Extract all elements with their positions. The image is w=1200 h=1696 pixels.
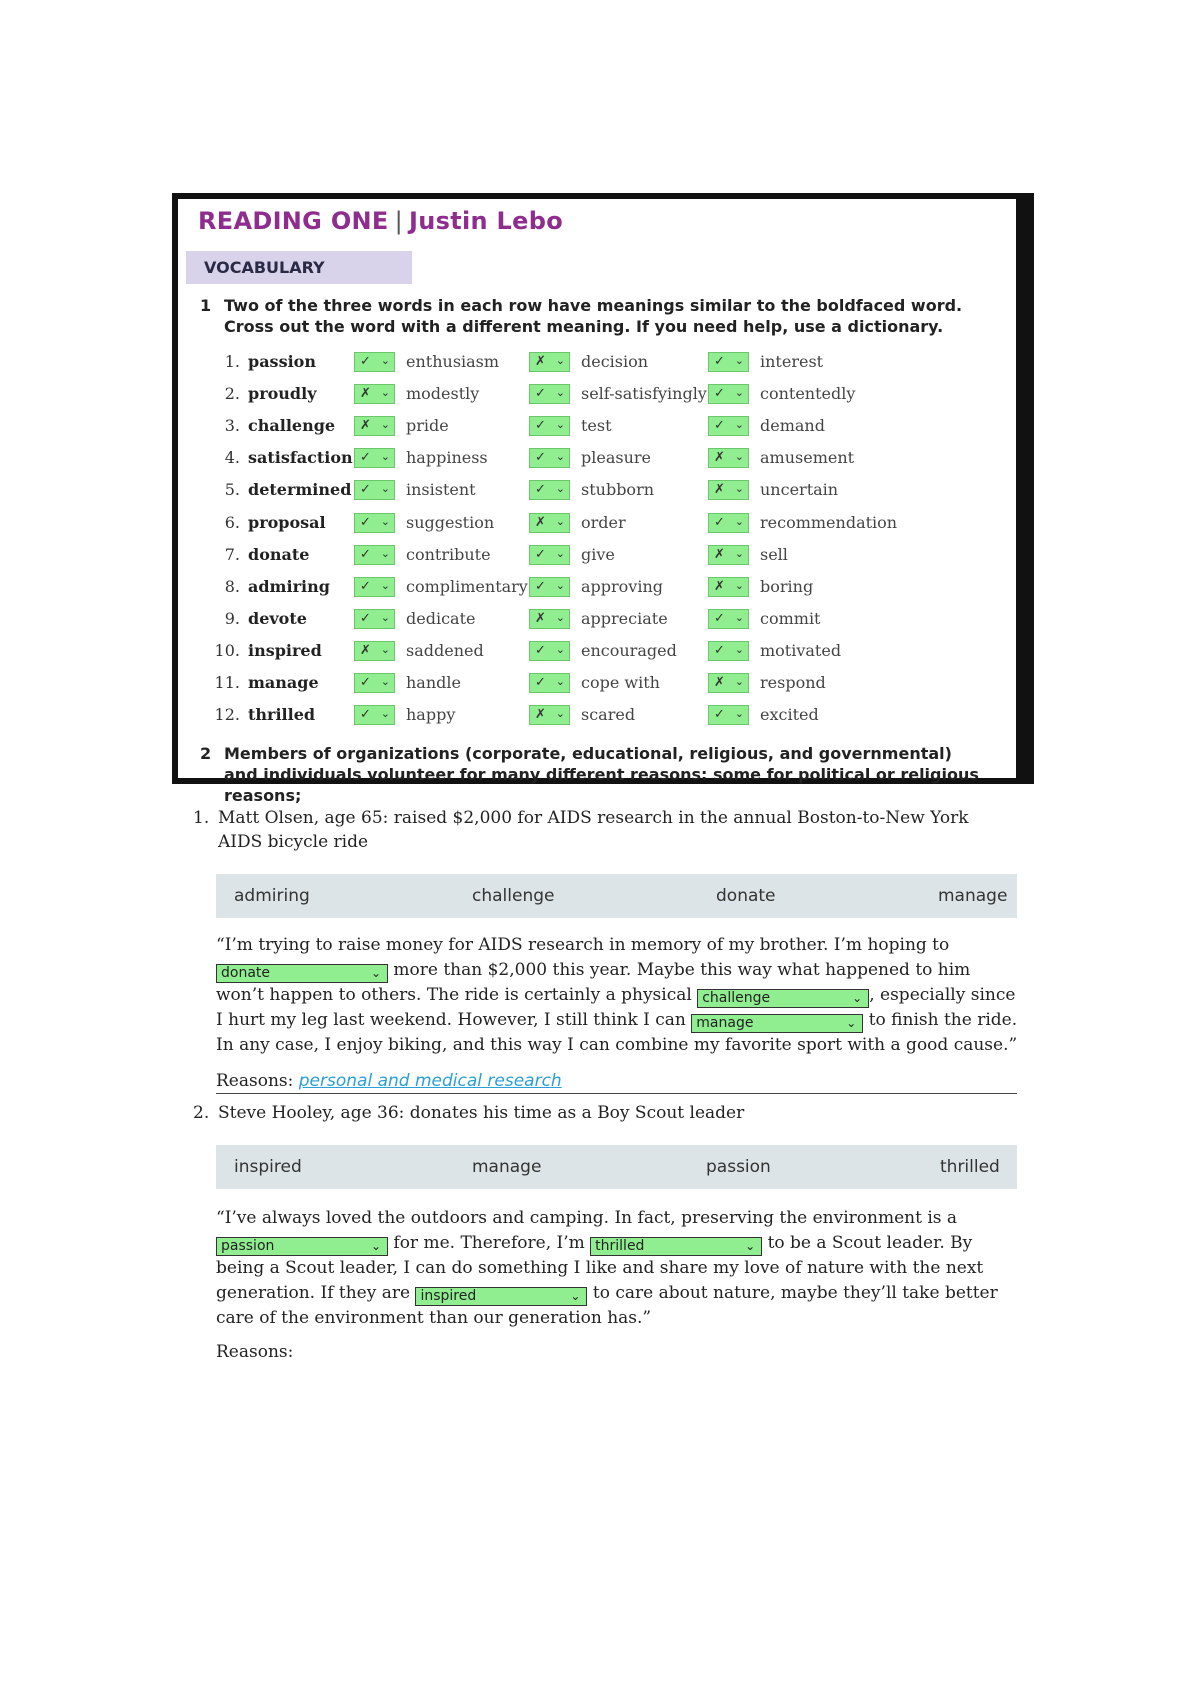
paragraph-text: for me. Therefore, I’m	[393, 1233, 585, 1253]
option-word: appreciate	[581, 609, 668, 628]
title-story: Justin Lebo	[409, 207, 563, 235]
mark-dropdown[interactable]	[708, 545, 749, 565]
row-number: 7.	[224, 545, 240, 564]
option-word: handle	[406, 673, 461, 692]
mark-dropdown[interactable]	[529, 448, 570, 468]
option-word: pride	[406, 416, 449, 435]
answer-dropdown[interactable]	[415, 1287, 587, 1306]
vocab-row	[178, 348, 1018, 376]
chevron-down-icon: ⌄	[734, 547, 744, 560]
chevron-down-icon: ⌄	[380, 450, 390, 463]
option-word: boring	[760, 577, 814, 596]
mark-dropdown[interactable]	[708, 641, 749, 661]
option-word: approving	[581, 577, 664, 596]
page-title: READING ONE | Justin Lebo	[198, 207, 563, 235]
chevron-down-icon: ⌄	[555, 547, 565, 560]
mark-dropdown[interactable]	[529, 352, 570, 372]
row-number: 5.	[224, 480, 240, 499]
chevron-down-icon: ⌄	[555, 707, 565, 720]
vocab-row	[178, 605, 1018, 633]
answer-dropdown[interactable]	[216, 1237, 388, 1256]
option-word: pleasure	[581, 448, 651, 467]
option-word: dedicate	[406, 609, 476, 628]
mark-value: ✓	[714, 418, 725, 433]
chevron-down-icon: ⌄	[734, 643, 744, 656]
chevron-down-icon: ⌄	[745, 1239, 756, 1253]
mark-value: ✓	[535, 675, 546, 690]
option-word: order	[581, 513, 626, 532]
row-number: 11.	[214, 673, 240, 692]
item-heading-text: Steve Hooley, age 36: donates his time as a Boy Scout leader	[218, 1103, 745, 1123]
mark-dropdown[interactable]	[708, 352, 749, 372]
chevron-down-icon: ⌄	[734, 354, 744, 367]
chevron-down-icon: ⌄	[555, 354, 565, 367]
chevron-down-icon: ⌄	[555, 482, 565, 495]
reasons-label: Reasons:	[216, 1071, 294, 1091]
chevron-down-icon: ⌄	[380, 515, 390, 528]
mark-dropdown[interactable]	[708, 673, 749, 693]
option-word: give	[581, 545, 615, 564]
mark-value: ✗	[535, 611, 546, 626]
bank-word: passion	[706, 1157, 771, 1177]
option-word: motivated	[760, 641, 842, 660]
target-word: challenge	[248, 416, 336, 435]
instruction-number: 2	[200, 744, 212, 763]
mark-dropdown[interactable]	[708, 513, 749, 533]
mark-dropdown[interactable]	[354, 705, 395, 725]
chevron-down-icon: ⌄	[852, 991, 863, 1005]
dropdown-value: manage	[696, 1015, 754, 1031]
vocab-row	[178, 573, 1018, 601]
mark-value: ✗	[360, 643, 371, 658]
mark-dropdown[interactable]	[354, 513, 395, 533]
mark-dropdown[interactable]	[354, 609, 395, 629]
mark-dropdown[interactable]	[529, 609, 570, 629]
paragraph-text: more than $2,000 this year. Maybe this way what happened to him won’t happen to others. The ride is certainly a physical	[216, 960, 971, 1005]
target-word: determined	[248, 480, 352, 499]
chevron-down-icon: ⌄	[734, 450, 744, 463]
chevron-down-icon: ⌄	[555, 450, 565, 463]
row-number: 12.	[214, 705, 240, 724]
paragraph-text: to care about nature, maybe they’ll take better care of the environment than our generation has.”	[216, 1283, 998, 1328]
target-word: thrilled	[248, 705, 316, 724]
mark-value: ✓	[360, 354, 371, 369]
mark-dropdown[interactable]	[354, 352, 395, 372]
paragraph-text: to be a Scout leader. By being a Scout leader, I can do something I like and share my love of nature with the next generation. If they are	[216, 1233, 984, 1303]
mark-dropdown[interactable]	[354, 641, 395, 661]
mark-dropdown[interactable]	[708, 705, 749, 725]
option-word: excited	[760, 705, 819, 724]
mark-dropdown[interactable]	[529, 384, 570, 404]
row-number: 6.	[224, 513, 240, 532]
instruction-text: Members of organizations (corporate, educational, religious, and governmental) and individuals volunteer for many different reasons: some for political or religious reasons;	[224, 744, 979, 805]
row-number: 1.	[224, 352, 240, 371]
mark-dropdown[interactable]	[708, 609, 749, 629]
mark-dropdown[interactable]	[354, 673, 395, 693]
mark-value: ✓	[714, 386, 725, 401]
chevron-down-icon: ⌄	[555, 386, 565, 399]
chevron-down-icon: ⌄	[370, 1239, 381, 1253]
mark-value: ✗	[714, 547, 725, 562]
chevron-down-icon: ⌄	[380, 386, 390, 399]
option-word: demand	[760, 416, 825, 435]
option-word: recommendation	[760, 513, 898, 532]
mark-dropdown[interactable]	[354, 448, 395, 468]
target-word: manage	[248, 673, 319, 692]
title-reading-one: READING ONE	[198, 207, 389, 235]
chevron-down-icon: ⌄	[734, 675, 744, 688]
answer-dropdown[interactable]	[216, 964, 388, 983]
chevron-down-icon: ⌄	[555, 611, 565, 624]
mark-value: ✓	[360, 450, 371, 465]
target-word: proposal	[248, 513, 326, 532]
bank-word: inspired	[234, 1157, 302, 1177]
vocab-row	[178, 412, 1018, 440]
mark-value: ✓	[535, 547, 546, 562]
item-number: 2.	[193, 1103, 210, 1123]
mark-value: ✓	[360, 611, 371, 626]
option-word: commit	[760, 609, 821, 628]
mark-dropdown[interactable]	[354, 480, 395, 500]
mark-value: ✗	[360, 386, 371, 401]
chevron-down-icon: ⌄	[380, 643, 390, 656]
section-label: VOCABULARY	[186, 251, 412, 284]
row-number: 8.	[224, 577, 240, 596]
option-word: contentedly	[760, 384, 856, 403]
chevron-down-icon: ⌄	[734, 386, 744, 399]
option-word: encouraged	[581, 641, 677, 660]
option-word: insistent	[406, 480, 476, 499]
dropdown-value: donate	[221, 965, 271, 981]
instruction-number: 1	[200, 296, 212, 315]
mark-value: ✗	[535, 707, 546, 722]
reasons-line-2	[216, 1340, 1017, 1362]
chevron-down-icon: ⌄	[734, 515, 744, 528]
option-word: saddened	[406, 641, 484, 660]
mark-value: ✓	[535, 579, 546, 594]
reasons-label: Reasons:	[216, 1342, 294, 1362]
paragraph-text: “I’ve always loved the outdoors and camping. In fact, preserving the environment is a	[216, 1208, 958, 1228]
mark-value: ✓	[360, 547, 371, 562]
option-word: interest	[760, 352, 824, 371]
mark-dropdown[interactable]	[529, 673, 570, 693]
target-word: satisfaction	[248, 448, 353, 467]
option-word: contribute	[406, 545, 491, 564]
mark-value: ✓	[360, 579, 371, 594]
chevron-down-icon: ⌄	[380, 579, 390, 592]
mark-value: ✗	[714, 675, 725, 690]
chevron-down-icon: ⌄	[555, 579, 565, 592]
chevron-down-icon: ⌄	[555, 643, 565, 656]
mark-dropdown[interactable]	[529, 416, 570, 436]
target-word: donate	[248, 545, 310, 564]
item-heading-text: Matt Olsen, age 65: raised $2,000 for AIDS research in the annual Boston-to-New York AIDS bicycle ride	[218, 808, 969, 852]
row-number: 3.	[224, 416, 240, 435]
option-word: modestly	[406, 384, 480, 403]
row-number: 10.	[214, 641, 240, 660]
item-number: 1.	[193, 808, 210, 828]
mark-dropdown[interactable]	[529, 513, 570, 533]
chevron-down-icon: ⌄	[846, 1016, 857, 1030]
row-number: 4.	[224, 448, 240, 467]
chevron-down-icon: ⌄	[734, 482, 744, 495]
chevron-down-icon: ⌄	[555, 418, 565, 431]
word-bank-1	[216, 874, 1017, 918]
mark-dropdown[interactable]	[529, 705, 570, 725]
chevron-down-icon: ⌄	[380, 611, 390, 624]
row-number: 9.	[224, 609, 240, 628]
chevron-down-icon: ⌄	[380, 675, 390, 688]
chevron-down-icon: ⌄	[734, 418, 744, 431]
dropdown-value: challenge	[702, 990, 771, 1006]
mark-value: ✓	[360, 515, 371, 530]
option-word: sell	[760, 545, 788, 564]
chevron-down-icon: ⌄	[555, 675, 565, 688]
chevron-down-icon: ⌄	[555, 515, 565, 528]
mark-value: ✓	[714, 611, 725, 626]
option-word: amusement	[760, 448, 855, 467]
dropdown-value: thrilled	[595, 1238, 645, 1254]
mark-value: ✓	[535, 418, 546, 433]
mark-value: ✓	[535, 643, 546, 658]
mark-dropdown[interactable]	[529, 641, 570, 661]
chevron-down-icon: ⌄	[734, 707, 744, 720]
chevron-down-icon: ⌄	[570, 1289, 581, 1303]
mark-value: ✗	[714, 579, 725, 594]
chevron-down-icon: ⌄	[380, 354, 390, 367]
row-number: 2.	[224, 384, 240, 403]
option-word: suggestion	[406, 513, 495, 532]
answer-dropdown[interactable]	[590, 1237, 762, 1256]
mark-dropdown[interactable]	[354, 384, 395, 404]
mark-dropdown[interactable]	[529, 545, 570, 565]
vocab-row	[178, 380, 1018, 408]
target-word: admiring	[248, 577, 330, 596]
option-word: enthusiasm	[406, 352, 500, 371]
vocab-row	[178, 637, 1018, 665]
target-word: inspired	[248, 641, 322, 660]
mark-value: ✓	[714, 354, 725, 369]
chevron-down-icon: ⌄	[370, 966, 381, 980]
mark-value: ✓	[535, 386, 546, 401]
mark-dropdown[interactable]	[708, 384, 749, 404]
target-word: proudly	[248, 384, 317, 403]
vocab-row	[178, 444, 1018, 472]
dropdown-value: passion	[221, 1238, 275, 1254]
mark-value: ✗	[535, 354, 546, 369]
mark-value: ✓	[535, 482, 546, 497]
option-word: happiness	[406, 448, 488, 467]
option-word: complimentary	[406, 577, 528, 596]
option-word: uncertain	[760, 480, 839, 499]
mark-dropdown[interactable]	[708, 416, 749, 436]
dropdown-value: inspired	[420, 1288, 477, 1304]
vocab-row	[178, 669, 1018, 697]
item-1-paragraph	[216, 933, 1021, 1058]
mark-value: ✓	[714, 707, 725, 722]
paragraph-text: , especially since I hurt my leg last weekend. However, I still think I can	[216, 985, 1016, 1030]
mark-value: ✓	[714, 643, 725, 658]
mark-value: ✗	[360, 418, 371, 433]
mark-value: ✗	[714, 482, 725, 497]
mark-dropdown[interactable]	[708, 577, 749, 597]
paragraph-text: to finish the ride. In any case, I enjoy biking, and this way I can combine my favorite sport with a good cause.”	[216, 1010, 1018, 1055]
chevron-down-icon: ⌄	[734, 611, 744, 624]
mark-value: ✓	[360, 482, 371, 497]
chevron-down-icon: ⌄	[380, 418, 390, 431]
option-word: self-satisfyingly	[581, 384, 707, 403]
item-2-paragraph	[216, 1206, 1021, 1331]
option-word: stubborn	[581, 480, 655, 499]
bank-word: challenge	[472, 886, 555, 906]
bank-word: manage	[938, 886, 1008, 906]
target-word: devote	[248, 609, 307, 628]
mark-value: ✓	[714, 515, 725, 530]
mark-dropdown[interactable]	[354, 545, 395, 565]
chevron-down-icon: ⌄	[734, 579, 744, 592]
option-word: test	[581, 416, 612, 435]
option-word: scared	[581, 705, 636, 724]
option-word: cope with	[581, 673, 660, 692]
bank-word: admiring	[234, 886, 310, 906]
bank-word: thrilled	[940, 1157, 1000, 1177]
answer-dropdown[interactable]	[697, 989, 869, 1008]
mark-dropdown[interactable]	[354, 577, 395, 597]
vocab-row	[178, 701, 1018, 729]
mark-dropdown[interactable]	[708, 480, 749, 500]
textbook-screenshot	[172, 193, 1034, 805]
bank-word: manage	[472, 1157, 542, 1177]
word-bank-2	[216, 1145, 1017, 1189]
target-word: passion	[248, 352, 316, 371]
mark-value: ✓	[360, 675, 371, 690]
mark-value: ✓	[535, 450, 546, 465]
mark-value: ✗	[714, 450, 725, 465]
mark-dropdown[interactable]	[529, 577, 570, 597]
vocab-row	[178, 476, 1018, 504]
chevron-down-icon: ⌄	[380, 707, 390, 720]
chevron-down-icon: ⌄	[380, 482, 390, 495]
mark-dropdown[interactable]	[708, 448, 749, 468]
reasons-answer[interactable]: personal and medical research	[298, 1071, 562, 1091]
option-word: happy	[406, 705, 456, 724]
answer-dropdown[interactable]	[691, 1014, 863, 1033]
vocab-row	[178, 509, 1018, 537]
instruction-text: Two of the three words in each row have meanings similar to the boldfaced word. Cross out the word with a different meaning. If you need help, use a dictionary.	[224, 296, 963, 336]
vocab-row	[178, 541, 1018, 569]
mark-value: ✓	[360, 707, 371, 722]
option-word: decision	[581, 352, 649, 371]
bank-word: donate	[716, 886, 776, 906]
chevron-down-icon: ⌄	[380, 547, 390, 560]
mark-dropdown[interactable]	[529, 480, 570, 500]
mark-dropdown[interactable]	[354, 416, 395, 436]
reasons-line-1	[216, 1069, 1017, 1093]
mark-value: ✗	[535, 515, 546, 530]
option-word: respond	[760, 673, 826, 692]
paragraph-text: “I’m trying to raise money for AIDS research in memory of my brother. I’m hoping to	[216, 935, 950, 955]
